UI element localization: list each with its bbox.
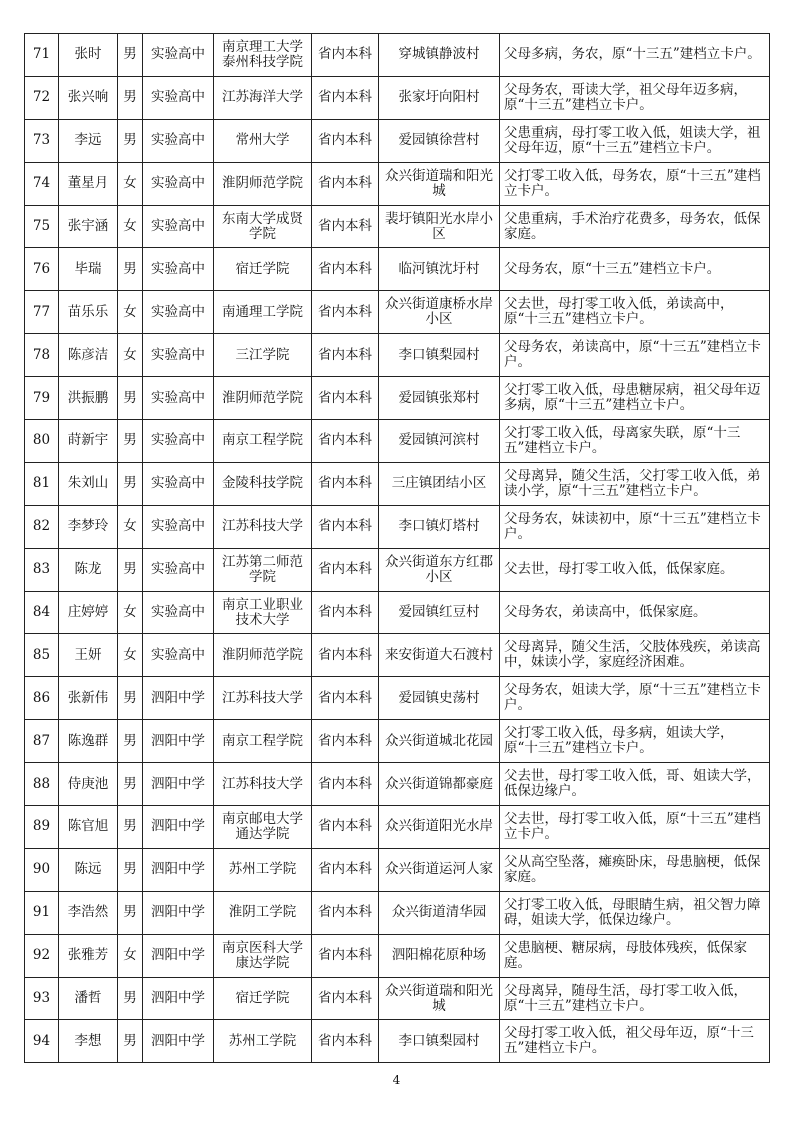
- hardship-reason-cell: 父从高空坠落，瘫痪卧床，母患脑梗，低保家庭。: [500, 848, 770, 891]
- table-row: [25, 720, 770, 763]
- high-school-cell: 实验高中: [143, 34, 214, 77]
- home-address-cell: 张家圩向阳村: [379, 76, 500, 119]
- student-name-cell: 李远: [59, 119, 118, 162]
- row-number-cell: 91: [25, 891, 59, 934]
- table-row: [25, 891, 770, 934]
- table-row: [25, 377, 770, 420]
- student-name-cell: 陈远: [59, 848, 118, 891]
- gender-cell: 女: [118, 634, 143, 677]
- gender-cell: 男: [118, 677, 143, 720]
- gender-cell: 男: [118, 420, 143, 463]
- home-address-cell: 众兴街道阳光水岸: [379, 806, 500, 849]
- row-number-cell: 85: [25, 634, 59, 677]
- home-address-cell: 众兴街道清华园: [379, 891, 500, 934]
- gender-cell: 男: [118, 806, 143, 849]
- table-row: [25, 205, 770, 248]
- gender-cell: 男: [118, 462, 143, 505]
- row-number-cell: 90: [25, 848, 59, 891]
- table-row: [25, 677, 770, 720]
- admission-level-cell: 省内本科: [312, 806, 379, 849]
- university-cell: 淮阴师范学院: [214, 162, 312, 205]
- home-address-cell: 李口镇灯塔村: [379, 505, 500, 548]
- row-number-cell: 73: [25, 119, 59, 162]
- admission-level-cell: 省内本科: [312, 291, 379, 334]
- hardship-reason-cell: 父母打零工收入低，祖父母年迈，原“十三五”建档立卡户。: [500, 1020, 770, 1063]
- row-number-cell: 78: [25, 334, 59, 377]
- gender-cell: 男: [118, 763, 143, 806]
- university-cell: 苏州工学院: [214, 848, 312, 891]
- home-address-cell: 李口镇梨园村: [379, 1020, 500, 1063]
- student-name-cell: 陈龙: [59, 548, 118, 591]
- hardship-reason-cell: 父去世，母打零工收入低，哥、姐读大学，低保边缘户。: [500, 763, 770, 806]
- admission-level-cell: 省内本科: [312, 248, 379, 291]
- hardship-reason-cell: 父去世，母打零工收入低，低保家庭。: [500, 548, 770, 591]
- table-row: [25, 76, 770, 119]
- home-address-cell: 爱园镇徐营村: [379, 119, 500, 162]
- university-cell: 常州大学: [214, 119, 312, 162]
- table-row: [25, 462, 770, 505]
- hardship-reason-cell: 父打零工收入低，母患糖尿病，祖父母年迈多病，原“十三五”建档立卡户。: [500, 377, 770, 420]
- admission-level-cell: 省内本科: [312, 420, 379, 463]
- admission-level-cell: 省内本科: [312, 763, 379, 806]
- home-address-cell: 李口镇梨园村: [379, 334, 500, 377]
- gender-cell: 男: [118, 720, 143, 763]
- student-name-cell: 张雅芳: [59, 934, 118, 977]
- university-cell: 南京工程学院: [214, 720, 312, 763]
- high-school-cell: 泗阳中学: [143, 720, 214, 763]
- hardship-reason-cell: 父打零工收入低，母离家失联，原“十三五”建档立卡户。: [500, 420, 770, 463]
- university-cell: 三江学院: [214, 334, 312, 377]
- university-cell: 南京工程学院: [214, 420, 312, 463]
- admission-level-cell: 省内本科: [312, 634, 379, 677]
- gender-cell: 男: [118, 76, 143, 119]
- university-cell: 南京理工大学泰州科技学院: [214, 34, 312, 77]
- row-number-cell: 82: [25, 505, 59, 548]
- row-number-cell: 75: [25, 205, 59, 248]
- hardship-reason-cell: 父母务农，妹读初中，原“十三五”建档立卡户。: [500, 505, 770, 548]
- high-school-cell: 泗阳中学: [143, 677, 214, 720]
- table-row: [25, 420, 770, 463]
- row-number-cell: 87: [25, 720, 59, 763]
- admission-level-cell: 省内本科: [312, 934, 379, 977]
- student-aid-table: [24, 33, 770, 1063]
- high-school-cell: 实验高中: [143, 548, 214, 591]
- student-name-cell: 洪振鹏: [59, 377, 118, 420]
- home-address-cell: 爱园镇张郑村: [379, 377, 500, 420]
- gender-cell: 女: [118, 591, 143, 634]
- gender-cell: 男: [118, 548, 143, 591]
- home-address-cell: 来安街道大石渡村: [379, 634, 500, 677]
- student-name-cell: 莳新宇: [59, 420, 118, 463]
- gender-cell: 男: [118, 891, 143, 934]
- admission-level-cell: 省内本科: [312, 76, 379, 119]
- home-address-cell: 临河镇沈圩村: [379, 248, 500, 291]
- gender-cell: 女: [118, 162, 143, 205]
- admission-level-cell: 省内本科: [312, 591, 379, 634]
- high-school-cell: 泗阳中学: [143, 977, 214, 1020]
- student-name-cell: 张宇涵: [59, 205, 118, 248]
- home-address-cell: 众兴街道城北花园: [379, 720, 500, 763]
- high-school-cell: 实验高中: [143, 291, 214, 334]
- row-number-cell: 72: [25, 76, 59, 119]
- home-address-cell: 众兴街道瑞和阳光城: [379, 977, 500, 1020]
- gender-cell: 女: [118, 505, 143, 548]
- row-number-cell: 79: [25, 377, 59, 420]
- high-school-cell: 实验高中: [143, 462, 214, 505]
- home-address-cell: 众兴街道运河人家: [379, 848, 500, 891]
- student-name-cell: 潘哲: [59, 977, 118, 1020]
- admission-level-cell: 省内本科: [312, 1020, 379, 1063]
- table-row: [25, 806, 770, 849]
- row-number-cell: 94: [25, 1020, 59, 1063]
- home-address-cell: 众兴街道康桥水岸小区: [379, 291, 500, 334]
- university-cell: 苏州工学院: [214, 1020, 312, 1063]
- row-number-cell: 81: [25, 462, 59, 505]
- high-school-cell: 实验高中: [143, 634, 214, 677]
- hardship-reason-cell: 父母务农，弟读高中，低保家庭。: [500, 591, 770, 634]
- university-cell: 宿迁学院: [214, 977, 312, 1020]
- home-address-cell: 穿城镇静波村: [379, 34, 500, 77]
- row-number-cell: 80: [25, 420, 59, 463]
- admission-level-cell: 省内本科: [312, 34, 379, 77]
- row-number-cell: 93: [25, 977, 59, 1020]
- gender-cell: 女: [118, 334, 143, 377]
- hardship-reason-cell: 父母务农，哥读大学，祖父母年迈多病，原“十三五”建档立卡户。: [500, 76, 770, 119]
- admission-level-cell: 省内本科: [312, 977, 379, 1020]
- home-address-cell: 裴圩镇阳光水岸小区: [379, 205, 500, 248]
- row-number-cell: 71: [25, 34, 59, 77]
- table-row: [25, 505, 770, 548]
- high-school-cell: 实验高中: [143, 76, 214, 119]
- hardship-reason-cell: 父去世，母打零工收入低，弟读高中，原“十三五”建档立卡户。: [500, 291, 770, 334]
- student-name-cell: 李想: [59, 1020, 118, 1063]
- admission-level-cell: 省内本科: [312, 505, 379, 548]
- university-cell: 江苏海洋大学: [214, 76, 312, 119]
- university-cell: 江苏第二师范学院: [214, 548, 312, 591]
- gender-cell: 男: [118, 34, 143, 77]
- high-school-cell: 实验高中: [143, 248, 214, 291]
- university-cell: 江苏科技大学: [214, 763, 312, 806]
- row-number-cell: 86: [25, 677, 59, 720]
- high-school-cell: 实验高中: [143, 377, 214, 420]
- gender-cell: 女: [118, 291, 143, 334]
- student-name-cell: 张兴响: [59, 76, 118, 119]
- hardship-reason-cell: 父患重病，手术治疗花费多，母务农，低保家庭。: [500, 205, 770, 248]
- admission-level-cell: 省内本科: [312, 162, 379, 205]
- high-school-cell: 实验高中: [143, 505, 214, 548]
- table-row: [25, 591, 770, 634]
- gender-cell: 男: [118, 848, 143, 891]
- admission-level-cell: 省内本科: [312, 891, 379, 934]
- hardship-reason-cell: 父去世，母打零工收入低，原“十三五”建档立卡户。: [500, 806, 770, 849]
- admission-level-cell: 省内本科: [312, 334, 379, 377]
- admission-level-cell: 省内本科: [312, 848, 379, 891]
- gender-cell: 男: [118, 248, 143, 291]
- university-cell: 东南大学成贤学院: [214, 205, 312, 248]
- university-cell: 宿迁学院: [214, 248, 312, 291]
- hardship-reason-cell: 父母离异，随母生活，母打零工收入低，原“十三五”建档立卡户。: [500, 977, 770, 1020]
- gender-cell: 女: [118, 934, 143, 977]
- admission-level-cell: 省内本科: [312, 205, 379, 248]
- high-school-cell: 泗阳中学: [143, 934, 214, 977]
- table-row: [25, 634, 770, 677]
- row-number-cell: 83: [25, 548, 59, 591]
- high-school-cell: 实验高中: [143, 205, 214, 248]
- high-school-cell: 泗阳中学: [143, 848, 214, 891]
- admission-level-cell: 省内本科: [312, 720, 379, 763]
- home-address-cell: 爱园镇河滨村: [379, 420, 500, 463]
- table-body: [25, 34, 770, 1063]
- row-number-cell: 76: [25, 248, 59, 291]
- student-name-cell: 朱刘山: [59, 462, 118, 505]
- table-row: [25, 848, 770, 891]
- high-school-cell: 泗阳中学: [143, 806, 214, 849]
- university-cell: 江苏科技大学: [214, 677, 312, 720]
- row-number-cell: 88: [25, 763, 59, 806]
- high-school-cell: 泗阳中学: [143, 1020, 214, 1063]
- hardship-reason-cell: 父母务农，原“十三五”建档立卡户。: [500, 248, 770, 291]
- student-name-cell: 侍庚池: [59, 763, 118, 806]
- hardship-reason-cell: 父打零工收入低，母务农，原“十三五”建档立卡户。: [500, 162, 770, 205]
- admission-level-cell: 省内本科: [312, 377, 379, 420]
- table-row: [25, 934, 770, 977]
- student-name-cell: 李浩然: [59, 891, 118, 934]
- row-number-cell: 89: [25, 806, 59, 849]
- gender-cell: 女: [118, 205, 143, 248]
- university-cell: 金陵科技学院: [214, 462, 312, 505]
- home-address-cell: 爱园镇史荡村: [379, 677, 500, 720]
- university-cell: 南京工业职业技术大学: [214, 591, 312, 634]
- table-row: [25, 977, 770, 1020]
- table-row: [25, 162, 770, 205]
- home-address-cell: 三庄镇团结小区: [379, 462, 500, 505]
- hardship-reason-cell: 父打零工收入低，母多病，姐读大学，原“十三五”建档立卡户。: [500, 720, 770, 763]
- home-address-cell: 众兴街道瑞和阳光城: [379, 162, 500, 205]
- student-name-cell: 董星月: [59, 162, 118, 205]
- gender-cell: 男: [118, 377, 143, 420]
- high-school-cell: 实验高中: [143, 591, 214, 634]
- gender-cell: 男: [118, 1020, 143, 1063]
- university-cell: 淮阴工学院: [214, 891, 312, 934]
- hardship-reason-cell: 父母务农，弟读高中，原“十三五”建档立卡户。: [500, 334, 770, 377]
- university-cell: 南通理工学院: [214, 291, 312, 334]
- page-number: 4: [392, 1073, 401, 1087]
- hardship-reason-cell: 父母离异，随父生活，父肢体残疾，弟读高中，妹读小学，家庭经济困难。: [500, 634, 770, 677]
- table-row: [25, 763, 770, 806]
- high-school-cell: 泗阳中学: [143, 763, 214, 806]
- hardship-reason-cell: 父母多病，务农，原“十三五”建档立卡户。: [500, 34, 770, 77]
- university-cell: 南京医科大学康达学院: [214, 934, 312, 977]
- student-name-cell: 陈官旭: [59, 806, 118, 849]
- university-cell: 淮阴师范学院: [214, 377, 312, 420]
- student-name-cell: 王妍: [59, 634, 118, 677]
- home-address-cell: 众兴街道东方红郡小区: [379, 548, 500, 591]
- student-name-cell: 李梦玲: [59, 505, 118, 548]
- hardship-reason-cell: 父打零工收入低，母眼睛生病，祖父智力障碍，姐读大学，低保边缘户。: [500, 891, 770, 934]
- admission-level-cell: 省内本科: [312, 119, 379, 162]
- row-number-cell: 74: [25, 162, 59, 205]
- hardship-reason-cell: 父患脑梗、糖尿病，母肢体残疾，低保家庭。: [500, 934, 770, 977]
- table-row: [25, 34, 770, 77]
- table-row: [25, 334, 770, 377]
- university-cell: 淮阴师范学院: [214, 634, 312, 677]
- row-number-cell: 84: [25, 591, 59, 634]
- university-cell: 江苏科技大学: [214, 505, 312, 548]
- table-row: [25, 548, 770, 591]
- high-school-cell: 实验高中: [143, 119, 214, 162]
- row-number-cell: 77: [25, 291, 59, 334]
- row-number-cell: 92: [25, 934, 59, 977]
- student-name-cell: 张时: [59, 34, 118, 77]
- high-school-cell: 实验高中: [143, 420, 214, 463]
- admission-level-cell: 省内本科: [312, 462, 379, 505]
- student-name-cell: 陈彦洁: [59, 334, 118, 377]
- student-name-cell: 苗乐乐: [59, 291, 118, 334]
- gender-cell: 男: [118, 119, 143, 162]
- table-row: [25, 248, 770, 291]
- admission-level-cell: 省内本科: [312, 677, 379, 720]
- table-row: [25, 119, 770, 162]
- high-school-cell: 实验高中: [143, 162, 214, 205]
- table-row: [25, 291, 770, 334]
- hardship-reason-cell: 父母务农，姐读大学，原“十三五”建档立卡户。: [500, 677, 770, 720]
- hardship-reason-cell: 父母离异，随父生活，父打零工收入低，弟读小学，原“十三五”建档立卡户。: [500, 462, 770, 505]
- high-school-cell: 实验高中: [143, 334, 214, 377]
- table-row: [25, 1020, 770, 1063]
- student-name-cell: 毕瑞: [59, 248, 118, 291]
- student-name-cell: 陈逸群: [59, 720, 118, 763]
- home-address-cell: 众兴街道锦都豪庭: [379, 763, 500, 806]
- high-school-cell: 泗阳中学: [143, 891, 214, 934]
- student-name-cell: 庄婷婷: [59, 591, 118, 634]
- admission-level-cell: 省内本科: [312, 548, 379, 591]
- home-address-cell: 爱园镇红豆村: [379, 591, 500, 634]
- university-cell: 南京邮电大学通达学院: [214, 806, 312, 849]
- student-name-cell: 张新伟: [59, 677, 118, 720]
- hardship-reason-cell: 父患重病，母打零工收入低，姐读大学，祖父母年迈，原“十三五”建档立卡户。: [500, 119, 770, 162]
- home-address-cell: 泗阳棉花原种场: [379, 934, 500, 977]
- gender-cell: 男: [118, 977, 143, 1020]
